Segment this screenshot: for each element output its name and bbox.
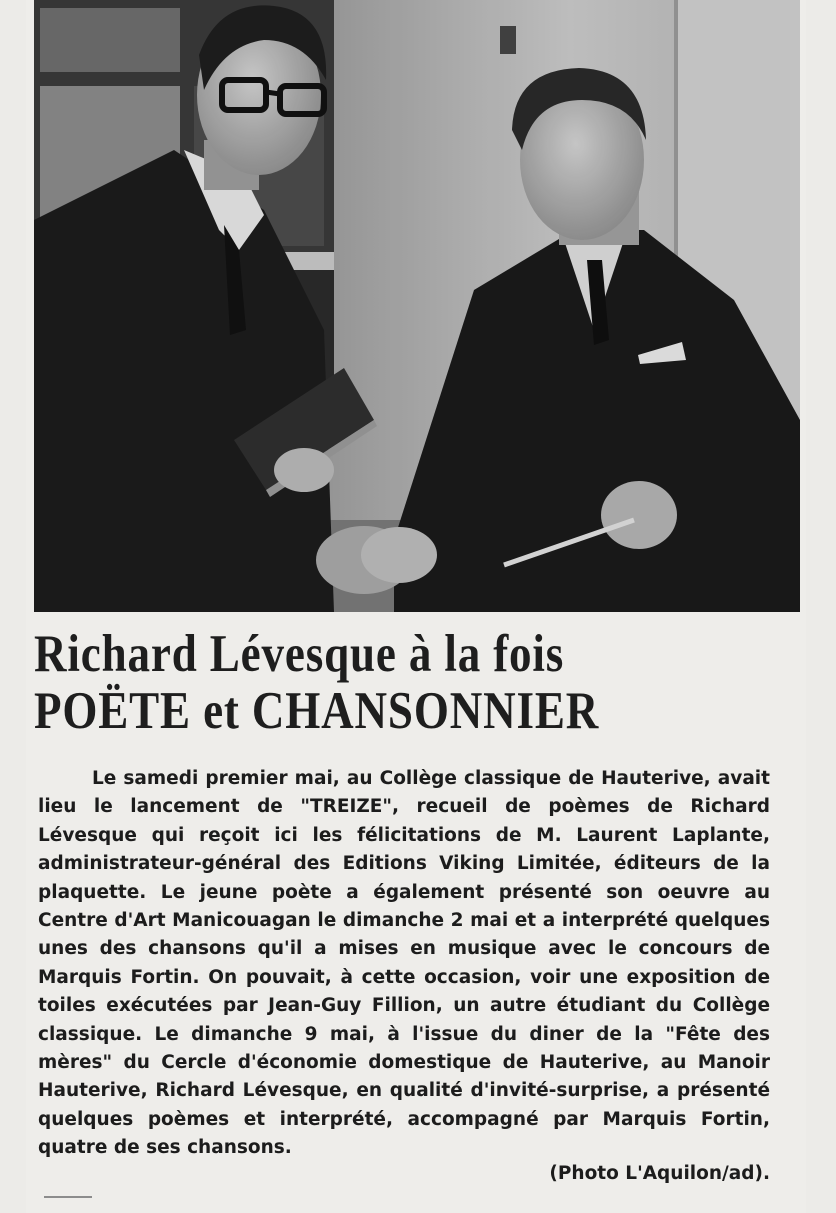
news-photo (34, 0, 800, 612)
photo-credit: (Photo L'Aquilon/ad). (549, 1163, 770, 1184)
headline (34, 626, 680, 740)
article-body: Le samedi premier mai, au Collège classique de Hauterive, avait lieu le lancement de "TREIZE", recueil de poèmes de Richard Lévesque qui reçoit ici les félicitations de M. Laurent Laplante, administrateur-général des Editions Viking Limitée, éditeurs de la plaquette. Le jeune poète a également présenté son oeuvre au Centre d'Art Manicouagan le dimanche 2 mai et a interprété quelques unes des chansons qu'il a mises en musique avec le concours de Marquis Fortin. On pouvait, à cette occasion, voir une exposition de toiles exécutées par Jean-Guy Fillion, un autre étudiant du Collège classique. Le dimanche 9 mai, à l'issue du diner de la "Fête des mères" du Cercle d'économie domestique de Hauterive, au Manoir Hauterive, Richard Lévesque, en qualité d'invité-surprise, a présenté quelques poèmes et interprété, accompagné par Marquis Fortin, quatre de ses chansons. (38, 768, 770, 1159)
headline-line-2: POËTE et CHANSONNIER (34, 682, 600, 740)
headline-line-1: Richard Lévesque à la fois (34, 625, 565, 683)
photograph-icon (34, 0, 800, 612)
divider-rule (44, 1196, 92, 1198)
